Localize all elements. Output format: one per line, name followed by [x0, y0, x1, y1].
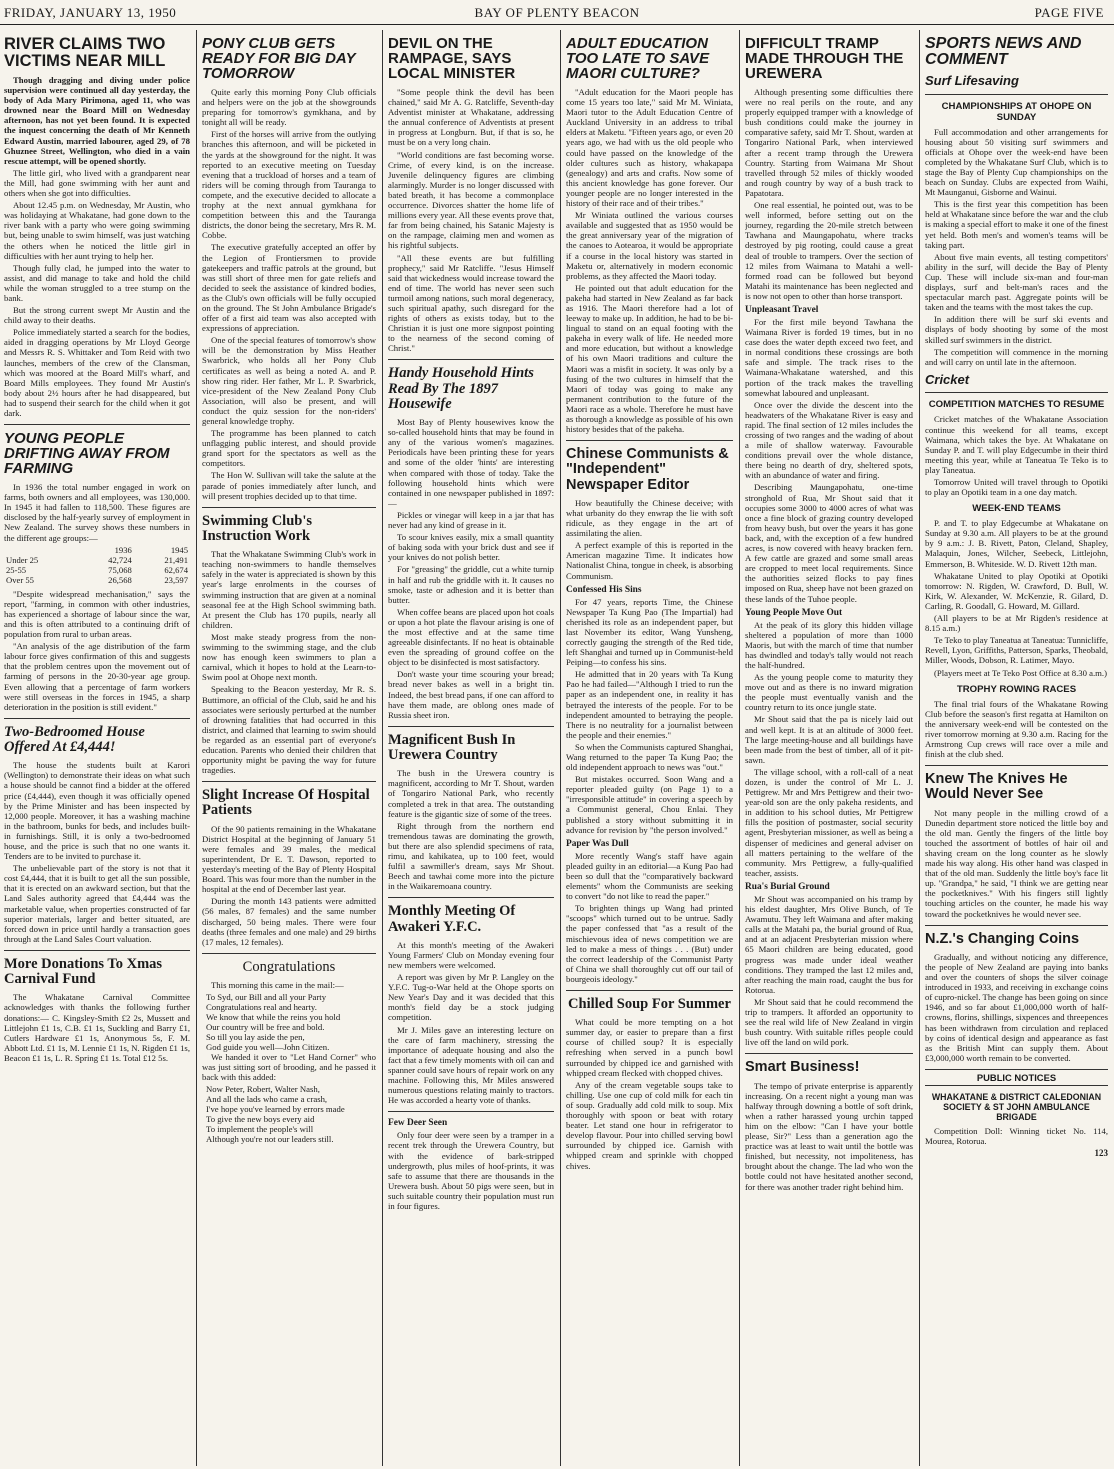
section-divider — [925, 94, 1108, 95]
article-paragraph: In addition there will be surf ski events and displays of body shooting by some of the most skilled surf swimmers in the district. — [925, 314, 1108, 345]
caption-week-end-teams: WEEK-END TEAMS — [972, 503, 1061, 515]
article-paragraph: Only four deer were seen by a tramper in a recent trek through the Urewera Country, but with the evidence of bark-stripped undergrowth, plus miles of hoof-prints, it was safe to assume that there are thousands in the Urewera bush. About 50 pigs were seen, but in such suitable country their population must run in four figures. — [388, 1130, 554, 1211]
article-paragraph: Although presenting some difficulties there were no real perils on the route, and any properly equipped tramper with a knowledge of bush conditions could make the journey in comparative safety, said Mr T. Shout, warden at Tongariro National Park, when interviewed after a recent tramp through the Urewera Country. Starting from Waimana Mr Shout travelled through 52 miles of thickly wooded and rough country by way of a bush track to Papatotara. — [745, 87, 913, 198]
article-paragraph: "Adult education for the Maori people has come 15 years too late," said Mr M. Winiata, Maori tutor to the Adult Education Centre of Auckland University in an address to tribal elders at Maketu. "Fifteen years ago, or even 20 years ago, we had with us the old people who could have passed on the knowledge of the older cultures such as history, whakapapa (genealogy) and arts and crafts. Now some of this ancient knowledge has gone forever. Our younger people are no longer interested in the history of their race and of their tribes." — [566, 87, 733, 209]
table-cell: Over 55 — [6, 574, 34, 585]
article-paragraph: About five main events, all testing competitors' ability in the surf, will decide the Bay of Plenty Cup. These will include six-man and four-man displays, surf and belt-man's races and the spectacular march past. Aggregate points will be taken and the teams with the most takes the cup. — [925, 251, 1108, 313]
table-cell: 21,491 — [164, 554, 188, 565]
table-cell: 42,724 — [108, 554, 132, 565]
article-paragraph: One of the special features of tomorrow's show will be the demonstration by Miss Heather Swarbrick, who holds all her Pony Club certificates as well as being a noted A. and P. show ring rider. Her father, Mr L. P. Swarbrick, vice-president of the New Zealand Pony Club Association, will also be present, and will conduct the quiz session for the non-riders' general knowledge trophy. — [202, 335, 376, 426]
article-divider — [388, 359, 554, 360]
table-header-cell: 1936 — [114, 544, 132, 555]
article-paragraph: He admitted that in 20 years with Ta Kung Pao he had failed—"Although I tried to run the paper as an independent one, in reality it has betrayed the interests of the people. For to be independent amounted to betraying the people. There is no neutrality for a journalist between the people and their enemies." — [566, 669, 733, 740]
article-paragraph: Mr Shout said that the pa is nicely laid out and well kept. It is at an altitude of 3000 feet. The large meeting-house and all buildings have been made from the best of timber, all of it pit-sawn. — [745, 714, 913, 765]
caption-trophy-rowing: TROPHY ROWING RACES — [956, 683, 1077, 695]
article-paragraph: (Players meet at Te Teko Post Office at 8.30 a.m.) — [934, 667, 1107, 678]
article-paragraph: The tempo of private enterprise is apparently increasing. On a recent night a young man was halfway through downing a bottle of soft drink, when a rather harassed young urchin tapped him on the elbow: "Can I have your bottle please, Sir?" Less than a generation ago the practice was at least to wait until the bottle was finished, but necessity, not impoliteness, has brought about the change. The lad who won the bottle could not have hesitated another second, for there was another trader right behind him. — [745, 1080, 913, 1192]
article-paragraph: Though fully clad, he jumped into the water to assist, and did manage to take and hold the child while the woman struggled to a tree stump on the bank. — [4, 262, 190, 303]
column-1 — [4, 30, 190, 1466]
article-paragraph: Most Bay of Plenty housewives know the so-called household hints that may be found in any of the various women's magazines. Periodicals have been printing these for years and some of the older 'hints' are interesting when compared with those of today. Take the following household hints which were contained in one newspaper published in 1897:— — [388, 417, 554, 508]
article-paragraph: "All these events are but fulfilling prophecy," said Mr Ratcliffe. "Jesus Himself said that wickedness would increase toward the end of time. The world has never seen such turmoil among nations, such moral degeneracy, such spiritual apathy, such disregard for the rights of others as exists today, but to the Christian it is just one more signpost pointing to the nearness of the second coming of Christ." — [388, 252, 554, 354]
section-divider — [925, 392, 1108, 393]
article-paragraph: Right through from the northern end tremendous tawas are dominating the growth, but there are also splendid specimens of rata, rimu, and kahikatea, up to 100 feet, would fulfil a sawmiller's dream, says Mr Shout. Beech and tawhai come more into the picture in the Waikaremoana country. — [388, 820, 554, 892]
table-row — [4, 565, 190, 575]
table-row — [4, 575, 190, 585]
article-paragraph: (All players to be at Mr Rigden's residence at 8.15 a.m.) — [925, 613, 1108, 634]
article-divider — [202, 953, 376, 954]
table-cell: 26,568 — [108, 574, 132, 585]
article-paragraph: The final trial fours of the Whakatane Rowing Club before the season's first regatta at Hamilton on the anniversary week-end will be contested on the river tomorrow morning at 9.30 a.m. Racing for the Armstrong Cup crews will race over a mile and finish at the club shed. — [925, 698, 1108, 760]
subhead-unpleasant-travel: Unpleasant Travel — [745, 304, 819, 315]
verse-line: I've hope you've learned by errors made — [206, 1104, 345, 1115]
verse-line: Now Peter, Robert, Walter Nash, — [206, 1084, 320, 1095]
article-paragraph: We handed it over to "Let Hand Corner" who was just sitting sort of brooding, and he passed it back with this added: — [202, 1052, 376, 1083]
verse — [206, 1084, 376, 1144]
headline-devil-rampage: DEVIL ON THE RAMPAGE, SAYS LOCAL MINISTER — [388, 35, 516, 82]
article-paragraph: To brighten things up Wang had printed "scoops" which turned out to be untrue. Sadly the paper confessed that "as a result of the mischievous idea of news competition we are led to make a mess of things . . . (But) under the correct leadership of the Communist Party of China we shall thoroughly cut off our tail of bourgeois ideology." — [566, 903, 733, 984]
article-divider — [388, 1111, 554, 1112]
article-paragraph: But the strong current swept Mr Austin and the child away to their deaths. — [4, 305, 190, 326]
caption-caledonian-society: WHAKATANE & DISTRICT CALEDONIAN SOCIETY & ST JOHN AMBULANCE BRIGADE — [931, 1091, 1102, 1122]
column-rule — [739, 30, 740, 1466]
headline-two-bedroomed-house: Two-Bedroomed House Offered At £4,444! — [4, 723, 145, 755]
article-paragraph: Full accommodation and other arrangements for housing about 50 visiting surf swimmers and officials at Ohope over the week-end have been completed by the Whakatane Surf Club, which is to stage the Bay of Plenty Cup championships on the beach on Sunday. Clubs are expected from Waihi, Mt Maunganui, Gisborne and Wainui. — [925, 126, 1108, 198]
article-paragraph: What could be more tempting on a hot summer day, or easier to prepare than a first course of chilled soup? It is especially refreshing when served in a punch bowl surrounded by chipped ice and garnished with whipped cream flecked with chopped chives. — [566, 1017, 733, 1078]
article-paragraph: The Hon W. Sullivan will take the salute at the parade of ponies immediately after lunch, and will present trophies decided up to that time. — [202, 470, 376, 501]
headline-changing-coins: N.Z.'s Changing Coins — [925, 930, 1080, 947]
article-paragraph: Quite early this morning Pony Club officials and helpers were on the job at the showgrounds preparing for tomorrow's gymkhana, and by tonight all will be ready. — [202, 87, 376, 128]
article-paragraph: The competition will commence in the morning and will carry on until late in the afternoon. — [925, 346, 1108, 367]
article-paragraph: Not many people in the milling crowd of a Dunedin department store noticed the little boy and the old man. Gently the fingers of the little boy touched the assortment of bottles of hair oil and shaving cream on the long counter as he slowly made his way along. His other hand was clasped in that of the old man. Suddenly the little boy's face lit up. "Grandpa," he said, "I think we are getting near the pocketknives." With his fingers still lightly touching articles on the counter, he made his way toward the pocketknives he would never see. — [925, 807, 1108, 919]
headline-smart-business: Smart Business! — [745, 1059, 860, 1076]
verse-line: Our country will be free and bold. — [206, 1022, 325, 1033]
article-divider — [4, 950, 190, 951]
subhead-confessed-sins: Confessed His Sins — [566, 584, 642, 595]
article-paragraph: For "greasing" the griddle, cut a white turnip in half and rub the griddle with it. It causes no smoke, taste or adhesion and it is better than butter. — [388, 564, 554, 605]
article-paragraph: Of the 90 patients remaining in the Whakatane District Hospital at the beginning of January 51 were females and 39 males, the medical superintendent, Dr E. T. Dawson, reported to yesterday's meeting of the Bay of Plenty Hospital Board. This was four more than the number in the hospital at the end of December last year. — [202, 823, 376, 895]
page-number: PAGE FIVE — [1034, 5, 1104, 20]
section-surf-lifesaving: Surf Lifesaving — [925, 73, 1019, 88]
article-paragraph: He pointed out that adult education for the pakeha had started in New Zealand as far back as 1916. The Maori therefore had a lot of leeway to make up. In addition, he had to be bi-lingual to stand on an equal footing with the pakeha in every walk of life. He needed more and more education, but without a knowledge of his own Maori traditions and culture the Maori was a misfit in society. It was only by a fusing of the two cultures in himself that the Maori of today was going to make any permanent contribution to the future of the Maori race as a whole. Therefore he must have as thorough a knowledge as possible of his own history besides that of the pakeha. — [566, 282, 733, 435]
public-notices-header: PUBLIC NOTICES — [925, 1069, 1108, 1086]
verse-line: To give the new boys every aid — [206, 1114, 315, 1125]
article-paragraph: When coffee beans are placed upon hot coals or upon a hot plate the flavour arising is one of the most effective and at the same time agreeable disinfectants. If no heat is obtainable even the spreading of ground coffee on the object to be disinfected is most satisfactory. — [388, 606, 554, 668]
column-rule — [560, 30, 561, 1466]
headline-river-claims: RIVER CLAIMS TWO VICTIMS NEAR MILL — [4, 35, 166, 70]
article-divider — [566, 990, 733, 991]
article-paragraph: First of the horses will arrive from the outlying branches this afternoon, and will be picketed in the yards at the showground for the night. It was reported to an executive meeting on Tuesday evening that a truckload of horses and a team of riders will be coming through from Tauranga to compete, and the executive decided to allocate a trophy at the next annual gymkhana for competition between this and the Tauranga districts, the donor being the secretary, Mrs R. M. Cobbe. — [202, 129, 376, 241]
article-paragraph: Once over the divide the descent into the headwaters of the Whakatane River is easy and rapid. The final section of 12 miles includes the crossing of two ranges and the wading of about a mile of shallow waterway. Favourable conditions prevail over the whole distance, there being no dearth of dry, sheltered spots, with an abundance of water and firing. — [745, 399, 913, 481]
article-paragraph: So when the Communists captured Shanghai, Wang returned to the paper Ta Kung Pao; the old independent approach to news was "out." — [566, 741, 733, 773]
headline-awakeri-yfc: Monthly Meeting Of Awakeri Y.F.C. — [388, 903, 516, 935]
article-paragraph: More recently Wang's staff have again pleaded guilty in an editorial—a Kung Pao had been so dull that the "comparatively backward elements" whom the Communists are seeking to convert "do not like to read the paper." — [566, 850, 733, 902]
article-paragraph: In 1936 the total number engaged in work on farms, both owners and all employees, was 130,000. In 1945 it had fallen to 118,500. These figures are disclosed by the half-yearly survey of employment in New Zealand. The survey shows these numbers in the different age groups:— — [4, 482, 190, 543]
article-paragraph: One real essential, he pointed out, was to be well informed, before setting out on the journey, regarding the 20-mile stretch between Tawhana and Maungapohatu, where tracks destroyed by pig rooting, could cause a great deal of trouble to trampers. Over the section of 12 miles from Waimana to Matahi a well-formed road can be followed but beyond Matahi its maintenance has been neglected and is now not open to other than horse transport. — [745, 200, 913, 301]
table-cell: 62,674 — [164, 564, 188, 575]
article-paragraph: Gradually, and without noticing any difference, the people of New Zealand are paying into banks and over the counters of shops the silver coinage introduced in 1933, and receiving in exchange coins of cupro-nickel. The change has been going on since 1946, and so far about £1,000,000 worth of half-crowns, florins, shillings, sixpences and threepences has been withdrawn from circulation and replaced by coins of identical design and appearance as fast as the British Mint can supply them. About £3,000,000 worth remain to be converted. — [925, 951, 1108, 1063]
column-rule — [919, 30, 920, 1466]
article-divider — [388, 897, 554, 898]
article-paragraph: The little girl, who lived with a grandparent near the Mill, had gone swimming with her aunt and others when she got into difficulties. — [4, 167, 190, 199]
article-divider — [745, 1053, 913, 1054]
article-paragraph: But mistakes occurred. Soon Wang and a reporter pleaded guilty (on Page 1) to a "irresponsible attitude" in covering a speech by a Communist general, Chou Enlai. They published a story without submitting it in advance for revision by "the person involved." — [566, 774, 733, 835]
article-paragraph: About 12.45 p.m. on Wednesday, Mr Austin, who was holidaying at Whakatane, had gone down to the river bank with a party who were going swimming but, being unable to swim himself, was just watching the others when he noticed the little girl in difficulties with her aunt trying to help her. — [4, 200, 190, 261]
verse-line: So till you lay aside the pen, — [206, 1032, 305, 1043]
article-paragraph: Speaking to the Beacon yesterday, Mr R. S. Buttimore, an official of the Club, said he and his associates were seriously perturbed at the number of drowning fatalities that had occurred in this district, and claimed that learning to swim should be regarded as an essential part of everyone's education. Parents who denied their children that opportunity might be paving the way for future tragedies. — [202, 684, 376, 776]
article-paragraph: This morning this came in the mail:— — [211, 980, 344, 991]
headline-sports-news: SPORTS NEWS AND COMMENT — [925, 35, 1082, 68]
article-paragraph: Describing Maungapohatu, one-time stronghold of Rua, Mr Shout said that it occupies some 3000 to 4000 acres of what was once a fine block of grazing country developed from heavy bush, but over the years it has gone back, and, with the exception of a few hundred acres, is now covered with heavy bracken fern. A few cattle are grazed and some small areas are cropped to meet local requirements. Since the authorities seized flocks to pay fines imposed on Rua, sheep have not been grazed on these lands of the Tuhoe people. — [745, 482, 913, 604]
headline-congratulations: Congratulations — [242, 958, 336, 975]
verse-line: We know that while the reins you hold — [206, 1012, 341, 1023]
headline-chilled-soup: Chilled Soup For Summer — [568, 995, 731, 1012]
article-paragraph: The house the students built at Karori (Wellington) to demonstrate their ideas on what such a house should be cannot find a bidder at the offered price (£4,444), even though it was officially opened by the Prime Minister and has been inspected by 12,000 people. Moreover, it has a washing machine in the bathroom, bunks for beds, and includes built-in furnishings. Still, it is only a two-bedroomed house, and the price is such that no one wants it. Tenders are to be invited to purchase it. — [4, 760, 190, 862]
article-lede: Though dragging and diving under police supervision were continued all day yesterday, the body of Ada Mary Pirimona, aged 11, who was drowned near the Board Mill on Wednesday afternoon, has not yet been found. It is expected the inquest concerning the death of Mr Kenneth Edward Austin, married labourer, aged 29, of 78 Ghuznee Street, Wellington, who died in a vain rescue attempt, will be opened shortly. — [4, 75, 190, 166]
verse-line: To Syd, our Bill and all your Party — [206, 992, 327, 1003]
verse — [206, 992, 376, 1052]
column-6 — [925, 30, 1108, 1466]
article-paragraph: "Some people think the devil has been chained," said Mr A. G. Ratcliffe, Seventh-day Adventist minister at Whakatane, addressing the annual conference of Adventists at present in progress at Longburn. But, if that is so, he must be on a very long chain. — [388, 87, 554, 148]
table-cell: 23,597 — [164, 574, 188, 585]
article-paragraph: Most make steady progress from the non-swimming to the swimming stage, and the club now has enough keen swimmers to plan a carnival, which it hopes to hold at the Learn-to-Swim pool at Ohope next month. — [202, 631, 376, 683]
table-cell: 75,068 — [108, 564, 132, 575]
newspaper-title: BAY OF PLENTY BEACON — [474, 5, 640, 20]
table-header-row — [4, 545, 190, 555]
article-paragraph: Mr Shout said that he could recommend the trip to trampers. It afforded an opportunity to see the real wild life of New Zealand in virgin bush country. With suitable rifles people could live off the land on wild pork. — [745, 996, 913, 1048]
article-paragraph: During the month 143 patients were admitted (56 males, 87 females) and the same number discharged, 50 being males. There were four deaths (three females and one male) and 29 births (17 males, 12 females). — [202, 896, 376, 947]
column-5 — [745, 30, 913, 1466]
headline-young-people: YOUNG PEOPLE DRIFTING AWAY FROM FARMING — [4, 430, 170, 478]
headline-difficult-tramp: DIFFICULT TRAMP MADE THROUGH THE UREWERA — [745, 35, 904, 82]
article-divider — [202, 507, 376, 508]
article-divider — [4, 424, 190, 425]
article-divider — [202, 781, 376, 782]
article-paragraph: A perfect example of this is reported in the American magazine Time. It indicates how Nationalist China, tongue in cheek, is absorbing Communism. — [566, 540, 733, 581]
article-paragraph: Te Teko to play Taneatua at Taneatua: Tunnicliffe, Revell, Lyon, Griffiths, Patterson, Sparks, Theobald, Miller, Woods, Dobson, R. Latimer, Mayo. — [925, 635, 1108, 666]
article-paragraph: The unbelievable part of the story is not that it cost £4,444, that it is built to get all the sun possible, that it is erected on an awkward section, but that the Land Sales authority agreed that £4,444 was the marketable value, when properties constructed of far superior materials, larger and better situated, are forced down in price until hardly a transaction goes through at the Land Sales Court valuation. — [4, 863, 190, 944]
column-2 — [202, 30, 376, 1466]
table-header-cell: 1945 — [170, 544, 188, 555]
article-paragraph: Mr J. Miles gave an interesting lecture on the care of farm machinery, stressing the importance of adequate housing and also the fact that a few timely moments with oil can and spanner could save hours of repair work on any machine. Following this, Mr Miles answered numerous questions relating mainly to tractors. He was accorded a hearty vote of thanks. — [388, 1024, 554, 1106]
headline-household-hints: Handy Household Hints Read By The 1897 Housewife — [388, 365, 534, 412]
article-divider — [388, 726, 554, 727]
article-paragraph: The programme has been planned to catch unflagging public interest, and should provide grand sport for the spectators as well as the competitors. — [202, 428, 376, 469]
article-paragraph: The bush in the Urewera country is magnificent, according to Mr T. Shout, warden of Tongariro National Park, who recently completed a trek in that area. The outstanding feature is the gigantic size of some of the trees. — [388, 768, 554, 819]
article-paragraph: Mr Shout was accompanied on his tramp by his eldest daughter, Mrs Olive Bunch, of Te Awamutu. They left Waimana and after making calls at the Matahi pa, the burial ground of Rua, and at an adjacent Presbyterian mission where 65 Maori children are being educated, good progress was made under ideal weather conditions. They tramped the last 12 miles and, after reaching the main road, caught the bus for Rotorua. — [745, 893, 913, 995]
headline-pony-club: PONY CLUB GETS READY FOR BIG DAY TOMORROW — [202, 35, 356, 82]
headline-hospital-patients: Slight Increase Of Hospital Patients — [202, 787, 370, 819]
article-paragraph: For the first mile beyond Tawhana the Waimana River is forded 19 times, but in no case does the water depth exceed two feet, and in normal conditions these crossings are both safe and simple. The track rises to the Waimana-Whakatane watershed, and this portion of the track makes the travelling somewhat laboured and unpleasant. — [745, 316, 913, 398]
verse-line: And all the lads who came a crash, — [206, 1094, 328, 1105]
article-paragraph: The executive gratefully accepted an offer by the Legion of Frontiersmen to provide gatekeepers and traffic patrols at the ground, but was still short of three men for gate reliefs and decided to seek the assistance of kindred bodies, as the Club's own officials will be fully occupied on the ground. The St John Ambulance Brigade's offer of a first aid team was also accepted with expressions of appreciation. — [202, 242, 376, 334]
article-divider — [925, 765, 1108, 766]
caption-championships: CHAMPIONSHIPS AT OHOPE ON SUNDAY — [941, 100, 1092, 123]
article-paragraph: Any of the cream vegetable soups take to chilling. Use one cup of cold milk for each tin of soup. Gradually add cold milk to soup. Mix thoroughly with spoon or beat with rotary beater. Let stand one hour in refrigerator to develop flavour. Pour into chilled serving bowl surrounded by chipped ice. Garnish with whipped cream and sprinkle with chopped chives. — [566, 1079, 733, 1171]
article-paragraph: The Whakatane Carnival Committee acknowledges with thanks the following further donations:— C. Kingsley-Smith £2 2s, Mussett and Littlejohn £1 1s, C.B. £1 1s, Suckling and Barry £1, Cutlers Hardware £1 1s, Anonymous 5s, F. M. Abbott Ltd. £1 1s, M. Lennie £1 1s, N. Rigden £1 1s, Beacon £1 1s, L. R. Spring £1 1s. Total £12 5s. — [4, 992, 190, 1063]
article-paragraph: P. and T. to play Edgecumbe at Whakatane on Sunday at 9.30 a.m. All players to be at the ground by 9 a.m.: J. B. Rivett, Paton, Cleland, Shapley, Malaquin, Jones, Wilcher, Seebeck, Littlejohn, Emmerson, B. Whiteside. W. D. Rivett 12th man. — [925, 518, 1108, 569]
verse-line: To implement the people's will — [206, 1124, 314, 1135]
article-paragraph: "World conditions are fast becoming worse. Crime, of every kind, is on the increase. Juvenile delinquency figures are climbing alarmingly. Murder is no longer discussed with bated breath, it has become a commonplace occurrence. Divorces shatter the home life of millions every year. All these events prove that, far from being chained, his Satanic Majesty is on the rampage, claiming men and women as his rightful subjects. — [388, 149, 554, 251]
article-paragraph: Competition Doll: Winning ticket No. 114, Mourea, Rotorua. — [925, 1125, 1108, 1146]
article-paragraph: Police immediately started a search for the bodies, aided in dragging operations by Mr Lloyd George and Messrs R. S. Whittaker and Tom Reid with two launches, members of the crew of the Clansman, which was moored at the Board Mill's wharf, and Board Mills employees. They found Mr Austin's body about 2½ hours after he had disappeared, but had to suspend their search for the child when it got dark. — [4, 327, 190, 418]
headline-chinese-communists: Chinese Communists & "Independent" Newspaper Editor — [566, 446, 729, 493]
headline-magnificent-bush: Magnificent Bush In Urewera Country — [388, 731, 516, 764]
article-paragraph: This is the first year this competition has been held at Whakatane since before the war and the club is making a special effort to make it one of the finest yet held. Both men's and women's teams will be taking part. — [925, 199, 1108, 250]
headline-more-donations: More Donations To Xmas Carnival Fund — [4, 955, 163, 988]
masthead — [0, 0, 1114, 25]
article-paragraph: Don't waste your time scouring your bread; bread never bakes as well in a bright tin. Indeed, the best bread pans, if one can afford to have them made, are oblong ones made of Russia sheet iron. — [388, 669, 554, 720]
article-paragraph: That the Whakatane Swimming Club's work in teaching non-swimmers to handle themselves safely in the water is appreciated is shown by this year's large enrolments in the courses of swimming instruction that are given at a nominal seasonal fee at the High School swimming bath. At present the Club has 170 pupils, nearly all children. — [202, 549, 376, 630]
headline-adult-education: ADULT EDUCATION TOO LATE TO SAVE MAORI CULTURE? — [566, 35, 710, 82]
article-paragraph: Whakatane United to play Opotiki at Opotiki tomorrow: N. Rigden, W. Crawford, D. Bull, W. Kirk, W. Alexander, W. McKenzie, R. Gilard, D. Carling, R. Goodall, G. Howard, M. Gillard. — [925, 570, 1108, 611]
column-4 — [566, 30, 733, 1466]
headline-knew-the-knives: Knew The Knives He Would Never See — [925, 771, 1068, 803]
article-paragraph: How beautifully the Chinese deceive; with what urbanity do they enwrap the lie with soft ridicule, as they engage in the art of assimilating the alien. — [566, 497, 733, 539]
article-paragraph: Cricket matches of the Whakatane Association continue this weekend for all teams, except Waimana, which takes the bye. At Whakatane on Sunday P. and T. will play Edgecumbe in their third meeting this year, while at Taneatua Te Teko is to play Taneatua. — [925, 414, 1108, 475]
table-header-cell — [4, 545, 78, 555]
headline-swimming-club: Swimming Club's Instruction Work — [202, 512, 312, 544]
column-rule — [382, 30, 383, 1466]
table-cell: 25-55 — [6, 564, 27, 575]
article-paragraph: To scour knives easily, mix a small quantity of baking soda with your brick dust and see if your knives do not polish better. — [388, 532, 554, 563]
issue-date: FRIDAY, JANUARY 13, 1950 — [4, 5, 177, 20]
article-divider — [925, 925, 1108, 926]
table-cell: Under 25 — [6, 554, 39, 565]
article-paragraph: Mr Winiata outlined the various courses available and suggested that as 1950 would be the great anniversary year of the migration of the canoes to Aotearoa, it would be appropriate if a course in the local history was started in Maketu or, alternatively in modern economic problems, as they affected the Maori today. — [566, 210, 733, 281]
column-rule — [196, 30, 197, 1466]
column-3 — [388, 30, 554, 1466]
subhead-rua-burial-ground: Rua's Burial Ground — [745, 881, 830, 892]
subhead-paper-dull: Paper Was Dull — [566, 838, 629, 849]
age-group-table — [4, 545, 190, 585]
article-paragraph: "An analysis of the age distribution of the farm labour force gives confirmation of this and suggests that the problem centres upon the movement out of farming of persons in the 20-30-year age group. Even allowing that a percentage of farm workers were still overseas in the forces in 1945, a sharp deterioration in the position is still evident." — [4, 641, 190, 712]
section-cricket: Cricket — [925, 371, 970, 387]
article-paragraph: At the peak of its glory this hidden village sheltered a population of more than 1000 Maoris, but with the march of time that number has dwindled and today's tally would not reach the half-hundred. — [745, 619, 913, 670]
article-paragraph: A report was given by Mr P. Langley on the Y.F.C. Tug-o-War held at the Ohope sports on New Year's Day and it was decided that this month's field day be a stock judging competition. — [388, 972, 554, 1023]
article-paragraph: At this month's meeting of the Awakeri Young Farmers' Club on Monday evening four new members were welcomed. — [388, 939, 554, 970]
subhead-young-people-move-out: Young People Move Out — [745, 607, 843, 618]
article-paragraph: As the young people come to maturity they move out and as there is no inward migration the people must eventually vanish and the country return to its once jungle state. — [745, 672, 913, 713]
caption-competition-matches: COMPETITION MATCHES TO RESUME — [928, 399, 1105, 411]
table-row — [4, 555, 190, 565]
article-paragraph: Pickles or vinegar will keep in a jar that has never had any kind of grease in it. — [388, 509, 554, 531]
verse-line: Although you're not our leaders still. — [206, 1134, 334, 1145]
verse-line: God guide you well—John Citizen. — [206, 1042, 330, 1053]
article-divider — [4, 718, 190, 719]
notice-number: 123 — [1094, 1148, 1108, 1159]
article-paragraph: For 47 years, reports Time, the Chinese Newspaper Ta Kung Pao (The Impartial) had cherished its role as an independent paper, but last November its editor, Wang Yunsheng, correctly gauging the strength of the Red tide, left Shanghai and turned up in Communist-held Peiping—to confess his sins. — [566, 596, 733, 668]
article-paragraph: Tomorrow United will travel through to Opotiki to play an Opotiki team in a one day match. — [925, 477, 1108, 498]
article-paragraph: The village school, with a roll-call of a neat dozen, is under the control of Mr L. J. Pettigrew. Mr and Mrs Pettigrew and their two-year-old son are the only pakeha residents, and in addition to his school duties, Mr Pettigrew fills the position of postmaster, social security agent, Presbyterian missioner, as well as being a dispenser of medicines and general adviser on all matters pertaining to the welfare of the community. Mrs Pettigrew, a fully-qualified teacher, assists. — [745, 766, 913, 878]
article-paragraph: "Despite widespread mechanisation," says the report, "farming, in common with other industries, has experienced a shortage of labour since the war, and this is often attributed to a continuing drift of population from rural to urban areas. — [4, 588, 190, 640]
subhead-few-deer: Few Deer Seen — [388, 1118, 448, 1129]
verse-line: Congratulations real and hearty. — [206, 1002, 317, 1013]
article-divider — [566, 440, 733, 441]
